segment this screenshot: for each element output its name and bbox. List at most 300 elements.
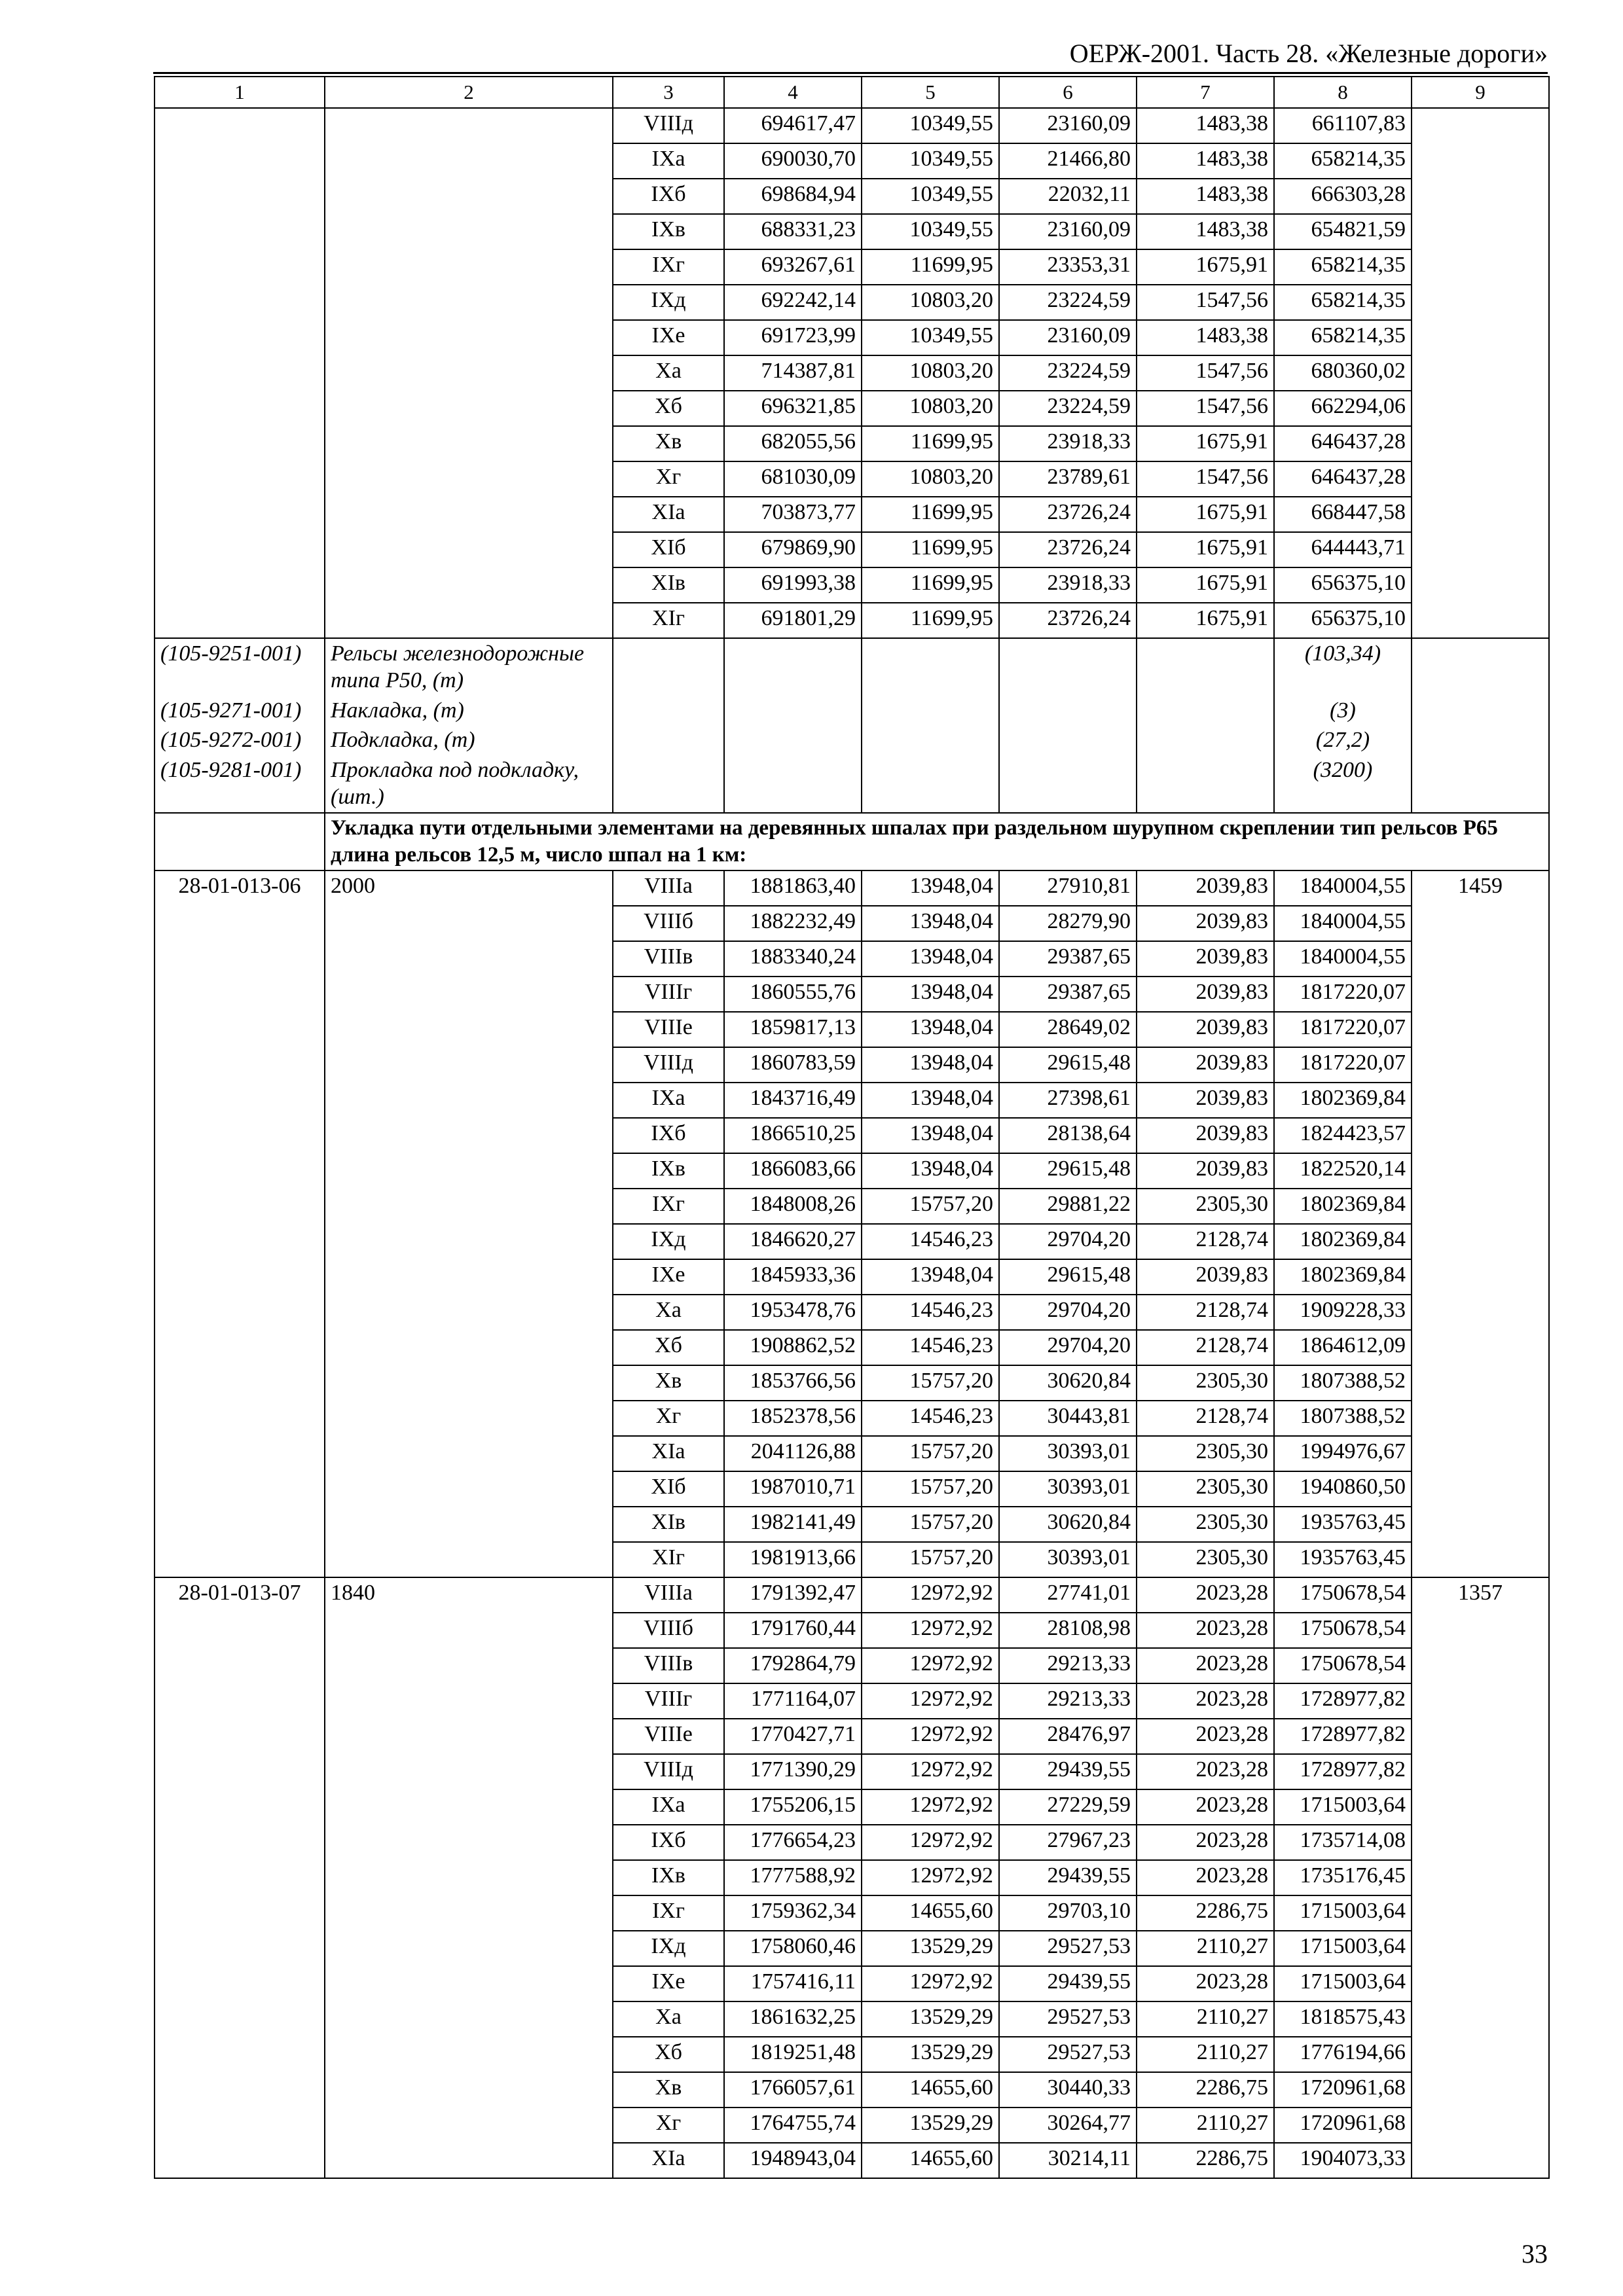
table-row (155, 1542, 1549, 1577)
empty-cell (999, 638, 1137, 696)
code-cell (155, 1648, 325, 1683)
value-cell: 1860555,76 (724, 977, 862, 1012)
value-cell: 1982141,49 (724, 1507, 862, 1542)
name-cell (325, 179, 613, 214)
code-cell (155, 1365, 325, 1401)
name-cell (325, 2143, 613, 2178)
zone-cell: IXб (613, 1118, 724, 1153)
resource-name: Рельсы железнодорожные типа Р50, (т) (325, 638, 613, 696)
value-cell: 11699,95 (862, 567, 999, 603)
value-cell: 1882232,49 (724, 906, 862, 941)
table-row (155, 977, 1549, 1012)
table-row (155, 532, 1549, 567)
value-cell: 22032,11 (999, 179, 1137, 214)
value-cell: 1791760,44 (724, 1613, 862, 1648)
value-cell: 692242,14 (724, 285, 862, 320)
value-cell: 1859817,13 (724, 1012, 862, 1047)
col9-cell (1412, 1330, 1549, 1365)
value-cell: 1940860,50 (1274, 1471, 1412, 1507)
zone-cell: XIб (613, 532, 724, 567)
col9-cell (1412, 2037, 1549, 2072)
table-row (155, 1330, 1549, 1365)
name-cell (325, 1295, 613, 1330)
value-cell: 1764755,74 (724, 2108, 862, 2143)
value-cell: 30440,33 (999, 2072, 1137, 2108)
value-cell: 1771390,29 (724, 1754, 862, 1789)
value-cell: 30393,01 (999, 1436, 1137, 1471)
name-cell (325, 1860, 613, 1895)
name-cell (325, 249, 613, 285)
name-cell (325, 1153, 613, 1189)
zone-cell: IXa (613, 143, 724, 179)
value-cell: 23726,24 (999, 532, 1137, 567)
zone-cell: Xв (613, 426, 724, 461)
name-cell (325, 391, 613, 426)
value-cell: 1818575,43 (1274, 2001, 1412, 2037)
column-number: 5 (862, 77, 999, 108)
value-cell: 11699,95 (862, 497, 999, 532)
value-cell: 15757,20 (862, 1471, 999, 1507)
value-cell: 13948,04 (862, 977, 999, 1012)
value-cell: 1483,38 (1137, 320, 1274, 355)
value-cell: 12972,92 (862, 1719, 999, 1754)
code-cell (155, 1931, 325, 1966)
col9-cell (1412, 249, 1549, 285)
empty-cell (862, 755, 999, 813)
code-cell (155, 941, 325, 977)
resource-row (155, 755, 1549, 813)
name-cell (325, 1471, 613, 1507)
code-cell (155, 1047, 325, 1083)
table-row (155, 179, 1549, 214)
value-cell: 1776654,23 (724, 1825, 862, 1860)
value-cell: 1935763,45 (1274, 1507, 1412, 1542)
value-cell: 1840004,55 (1274, 870, 1412, 906)
table-row (155, 285, 1549, 320)
code-cell (155, 1118, 325, 1153)
empty-cell (724, 755, 862, 813)
value-cell: 1792864,79 (724, 1648, 862, 1683)
zone-cell: VIIIб (613, 1613, 724, 1648)
empty-cell (613, 696, 724, 725)
code-cell (155, 497, 325, 532)
zone-cell: IXд (613, 1224, 724, 1259)
value-cell: 13529,29 (862, 2037, 999, 2072)
table-row (155, 1719, 1549, 1754)
name-cell (325, 603, 613, 638)
value-cell: 23160,09 (999, 108, 1137, 143)
value-cell: 14655,60 (862, 1895, 999, 1931)
code-cell (155, 249, 325, 285)
empty-cell (155, 813, 325, 871)
value-cell: 1824423,57 (1274, 1118, 1412, 1153)
value-cell: 13948,04 (862, 1047, 999, 1083)
col9-cell (1412, 143, 1549, 179)
col9-cell (1412, 1895, 1549, 1931)
value-cell: 10803,20 (862, 461, 999, 497)
value-cell: 656375,10 (1274, 567, 1412, 603)
value-cell: 14655,60 (862, 2143, 999, 2178)
col9-cell: 1459 (1412, 870, 1549, 906)
zone-cell: IXд (613, 285, 724, 320)
value-cell: 1728977,82 (1274, 1683, 1412, 1719)
value-cell: 1735714,08 (1274, 1825, 1412, 1860)
value-cell: 2023,28 (1137, 1825, 1274, 1860)
zone-cell: IXд (613, 1931, 724, 1966)
column-number: 9 (1412, 77, 1549, 108)
table-row (155, 906, 1549, 941)
name-cell (325, 977, 613, 1012)
col9-cell (1412, 1118, 1549, 1153)
value-cell: 29387,65 (999, 977, 1137, 1012)
value-cell: 13948,04 (862, 1083, 999, 1118)
zone-cell: Xб (613, 1330, 724, 1365)
value-cell: 1675,91 (1137, 567, 1274, 603)
code-cell (155, 1754, 325, 1789)
name-cell (325, 1719, 613, 1754)
value-cell: 27398,61 (999, 1083, 1137, 1118)
value-cell: 1547,56 (1137, 285, 1274, 320)
code-cell (155, 1012, 325, 1047)
value-cell: 23353,31 (999, 249, 1137, 285)
value-cell: 30264,77 (999, 2108, 1137, 2143)
value-cell: 2305,30 (1137, 1507, 1274, 1542)
value-cell: 29527,53 (999, 2037, 1137, 2072)
value-cell: 30620,84 (999, 1365, 1137, 1401)
value-cell: 23224,59 (999, 355, 1137, 391)
value-cell: 2039,83 (1137, 1083, 1274, 1118)
col9-cell (1412, 1295, 1549, 1330)
name-cell: 2000 (325, 870, 613, 906)
value-cell: 1750678,54 (1274, 1613, 1412, 1648)
column-number-row (155, 77, 1549, 108)
zone-cell: Xa (613, 2001, 724, 2037)
value-cell: 688331,23 (724, 214, 862, 249)
col9-cell (1412, 1648, 1549, 1683)
value-cell: 691801,29 (724, 603, 862, 638)
value-cell: 2110,27 (1137, 2037, 1274, 2072)
value-cell: 2128,74 (1137, 1295, 1274, 1330)
col9-cell (1412, 1507, 1549, 1542)
name-cell (325, 1330, 613, 1365)
code-cell (155, 906, 325, 941)
code-cell (155, 1436, 325, 1471)
table-row (155, 1931, 1549, 1966)
value-cell: 1802369,84 (1274, 1189, 1412, 1224)
value-cell: 21466,80 (999, 143, 1137, 179)
code-cell (155, 461, 325, 497)
code-cell (155, 214, 325, 249)
value-cell: 1715003,64 (1274, 1966, 1412, 2001)
value-cell: 29704,20 (999, 1295, 1137, 1330)
table-row (155, 1507, 1549, 1542)
value-cell: 2041126,88 (724, 1436, 862, 1471)
zone-cell: XIг (613, 1542, 724, 1577)
value-cell: 1987010,71 (724, 1471, 862, 1507)
code-cell (155, 567, 325, 603)
col9-cell (1412, 1012, 1549, 1047)
col9-cell: 1357 (1412, 1577, 1549, 1613)
zone-cell: XIa (613, 1436, 724, 1471)
resource-value: (3200) (1274, 755, 1412, 813)
name-cell (325, 2072, 613, 2108)
value-cell: 661107,83 (1274, 108, 1412, 143)
value-cell: 1715003,64 (1274, 1789, 1412, 1825)
col9-cell (1412, 320, 1549, 355)
col9-cell (1412, 426, 1549, 461)
value-cell: 11699,95 (862, 532, 999, 567)
col9-cell (1412, 1860, 1549, 1895)
value-cell: 30443,81 (999, 1401, 1137, 1436)
value-cell: 28108,98 (999, 1613, 1137, 1648)
value-cell: 29704,20 (999, 1224, 1137, 1259)
name-cell (325, 1966, 613, 2001)
zone-cell: IXa (613, 1789, 724, 1825)
code-cell (155, 285, 325, 320)
table-row (155, 1012, 1549, 1047)
zone-cell: VIIIе (613, 1012, 724, 1047)
name-cell (325, 1825, 613, 1860)
zone-cell: Xa (613, 355, 724, 391)
table-row (155, 1648, 1549, 1683)
value-cell: 1735176,45 (1274, 1860, 1412, 1895)
table-row (155, 1789, 1549, 1825)
resource-code: (105-9251-001) (155, 638, 325, 696)
table-row (155, 2072, 1549, 2108)
column-number: 1 (155, 77, 325, 108)
table-row (155, 567, 1549, 603)
value-cell: 2039,83 (1137, 977, 1274, 1012)
section-title: Укладка пути отдельными элементами на деревянных шпалах при раздельном шурупном скреплении тип рельсов Р65 длина рельсов 12,5 м, число шпал на 1 км: (325, 813, 1549, 871)
value-cell: 27967,23 (999, 1825, 1137, 1860)
value-cell: 1728977,82 (1274, 1719, 1412, 1754)
value-cell: 1547,56 (1137, 355, 1274, 391)
value-cell: 1759362,34 (724, 1895, 862, 1931)
value-cell: 2039,83 (1137, 1153, 1274, 1189)
value-cell: 10803,20 (862, 285, 999, 320)
table-row (155, 1754, 1549, 1789)
code-cell (155, 426, 325, 461)
value-cell: 1675,91 (1137, 497, 1274, 532)
value-cell: 29704,20 (999, 1330, 1137, 1365)
col9-cell (1412, 1754, 1549, 1789)
value-cell: 1953478,76 (724, 1295, 862, 1330)
value-cell: 1822520,14 (1274, 1153, 1412, 1189)
value-cell: 1840004,55 (1274, 941, 1412, 977)
value-cell: 691723,99 (724, 320, 862, 355)
resource-name: Накладка, (т) (325, 696, 613, 725)
table-row (155, 870, 1549, 906)
table-row (155, 1683, 1549, 1719)
zone-cell: Xв (613, 1365, 724, 1401)
value-cell: 13948,04 (862, 1118, 999, 1153)
code-cell (155, 1825, 325, 1860)
value-cell: 30393,01 (999, 1542, 1137, 1577)
empty-cell (1137, 638, 1274, 696)
col9-cell (1412, 1683, 1549, 1719)
value-cell: 2023,28 (1137, 1648, 1274, 1683)
name-cell (325, 1189, 613, 1224)
resource-row (155, 638, 1549, 696)
name-cell (325, 1365, 613, 1401)
zone-cell: IXе (613, 320, 724, 355)
code-cell (155, 2143, 325, 2178)
value-cell: 29439,55 (999, 1860, 1137, 1895)
value-cell: 1758060,46 (724, 1931, 862, 1966)
zone-cell: IXб (613, 179, 724, 214)
value-cell: 30214,11 (999, 2143, 1137, 2178)
value-cell: 13529,29 (862, 2001, 999, 2037)
name-cell (325, 2037, 613, 2072)
value-cell: 1720961,68 (1274, 2108, 1412, 2143)
zone-cell: XIб (613, 1471, 724, 1507)
empty-cell (999, 696, 1137, 725)
value-cell: 29615,48 (999, 1047, 1137, 1083)
empty-cell (999, 725, 1137, 755)
zone-cell: IXг (613, 1189, 724, 1224)
code-cell (155, 1330, 325, 1365)
value-cell: 2110,27 (1137, 1931, 1274, 1966)
value-cell: 1483,38 (1137, 214, 1274, 249)
value-cell: 23789,61 (999, 461, 1137, 497)
col9-cell (1412, 108, 1549, 143)
value-cell: 11699,95 (862, 249, 999, 285)
code-cell (155, 1153, 325, 1189)
page-header: ОЕРЖ-2001. Часть 28. «Железные дороги» (1069, 39, 1548, 68)
value-cell: 2286,75 (1137, 2143, 1274, 2178)
value-cell: 27910,81 (999, 870, 1137, 906)
value-cell: 690030,70 (724, 143, 862, 179)
value-cell: 23224,59 (999, 285, 1137, 320)
table-row (155, 1153, 1549, 1189)
value-cell: 2023,28 (1137, 1683, 1274, 1719)
code-cell (155, 1471, 325, 1507)
value-cell: 1994976,67 (1274, 1436, 1412, 1471)
zone-cell: VIIIд (613, 1754, 724, 1789)
col9-cell (1412, 461, 1549, 497)
value-cell: 14546,23 (862, 1330, 999, 1365)
name-cell (325, 2108, 613, 2143)
value-cell: 28649,02 (999, 1012, 1137, 1047)
name-cell (325, 285, 613, 320)
value-cell: 698684,94 (724, 179, 862, 214)
code-cell (155, 1401, 325, 1436)
value-cell: 654821,59 (1274, 214, 1412, 249)
value-cell: 703873,77 (724, 497, 862, 532)
value-cell: 28476,97 (999, 1719, 1137, 1754)
header-rule (153, 72, 1548, 74)
value-cell: 1904073,33 (1274, 2143, 1412, 2178)
table-row (155, 1189, 1549, 1224)
zone-cell: VIIIa (613, 1577, 724, 1613)
value-cell: 23726,24 (999, 497, 1137, 532)
name-cell (325, 1895, 613, 1931)
value-cell: 14546,23 (862, 1401, 999, 1436)
table-row (155, 1436, 1549, 1471)
value-cell: 1547,56 (1137, 461, 1274, 497)
value-cell: 2039,83 (1137, 1012, 1274, 1047)
name-cell (325, 1083, 613, 1118)
empty-cell (1412, 696, 1549, 725)
empty-cell (862, 696, 999, 725)
value-cell: 2023,28 (1137, 1860, 1274, 1895)
table-row (155, 941, 1549, 977)
value-cell: 2110,27 (1137, 2001, 1274, 2037)
value-cell: 12972,92 (862, 1789, 999, 1825)
value-cell: 658214,35 (1274, 320, 1412, 355)
value-cell: 29527,53 (999, 2001, 1137, 2037)
value-cell: 27741,01 (999, 1577, 1137, 1613)
value-cell: 1755206,15 (724, 1789, 862, 1825)
page-number: 33 (1522, 2239, 1548, 2269)
value-cell: 1817220,07 (1274, 977, 1412, 1012)
name-cell (325, 2001, 613, 2037)
value-cell: 27229,59 (999, 1789, 1137, 1825)
zone-cell: VIIIг (613, 1683, 724, 1719)
code-cell (155, 603, 325, 638)
value-cell: 1843716,49 (724, 1083, 862, 1118)
value-cell: 2128,74 (1137, 1224, 1274, 1259)
value-cell: 1948943,04 (724, 2143, 862, 2178)
zone-cell: VIIIв (613, 941, 724, 977)
value-cell: 23224,59 (999, 391, 1137, 426)
value-cell: 681030,09 (724, 461, 862, 497)
name-cell (325, 1047, 613, 1083)
name-cell (325, 497, 613, 532)
empty-cell (1137, 755, 1274, 813)
value-cell: 28138,64 (999, 1118, 1137, 1153)
value-cell: 13948,04 (862, 1259, 999, 1295)
value-cell: 1776194,66 (1274, 2037, 1412, 2072)
col9-cell (1412, 1789, 1549, 1825)
name-cell (325, 108, 613, 143)
value-cell: 1777588,92 (724, 1860, 862, 1895)
code-cell (155, 1789, 325, 1825)
name-cell (325, 567, 613, 603)
section-row (155, 813, 1549, 871)
name-cell (325, 906, 613, 941)
col9-cell (1412, 179, 1549, 214)
col9-cell (1412, 941, 1549, 977)
code-cell (155, 2037, 325, 2072)
col9-cell (1412, 977, 1549, 1012)
value-cell: 10803,20 (862, 355, 999, 391)
value-cell: 12972,92 (862, 1648, 999, 1683)
value-cell: 2128,74 (1137, 1330, 1274, 1365)
value-cell: 29387,65 (999, 941, 1137, 977)
table-row (155, 1895, 1549, 1931)
zone-cell: Xв (613, 2072, 724, 2108)
code-cell (155, 2001, 325, 2037)
value-cell: 680360,02 (1274, 355, 1412, 391)
code-cell (155, 391, 325, 426)
zone-cell: Xб (613, 391, 724, 426)
zone-cell: Xa (613, 1295, 724, 1330)
empty-cell (862, 638, 999, 696)
value-cell: 656375,10 (1274, 603, 1412, 638)
col9-cell (1412, 906, 1549, 941)
value-cell: 13948,04 (862, 941, 999, 977)
name-cell (325, 214, 613, 249)
value-cell: 15757,20 (862, 1189, 999, 1224)
value-cell: 1715003,64 (1274, 1895, 1412, 1931)
table-row (155, 320, 1549, 355)
zone-cell: IXв (613, 1153, 724, 1189)
value-cell: 12972,92 (862, 1754, 999, 1789)
value-cell: 10349,55 (862, 320, 999, 355)
value-cell: 693267,61 (724, 249, 862, 285)
name-cell (325, 532, 613, 567)
